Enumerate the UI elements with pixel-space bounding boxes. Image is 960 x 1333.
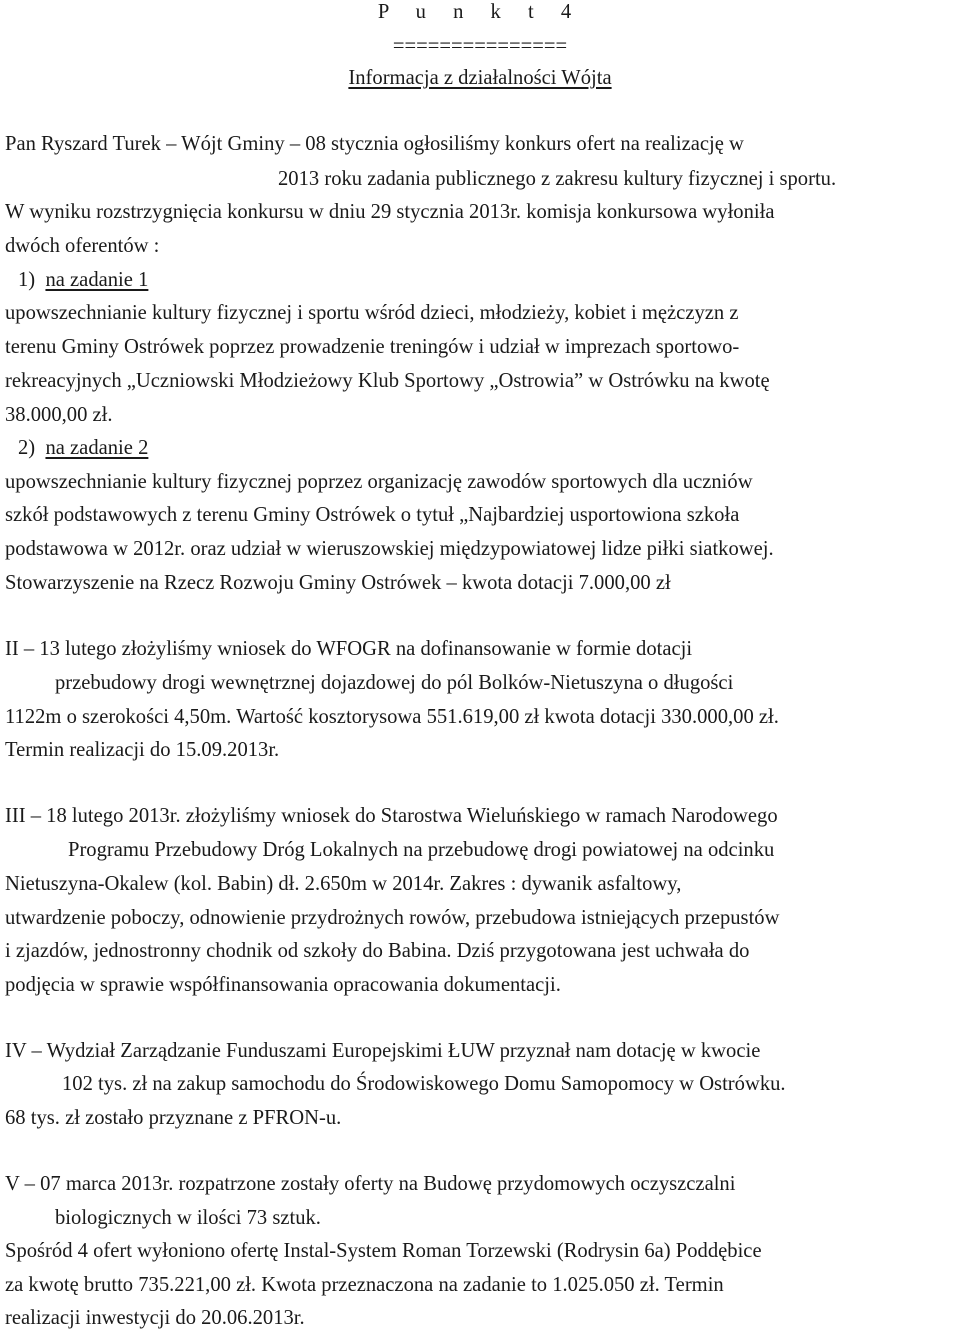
section4-line2: 102 tys. zł na zakup samochodu do Środowiskowego Domu Samopomocy w Ostrówku. (62, 1073, 786, 1095)
task2-line2: szkół podstawowych z terenu Gminy Ostrówek o tytuł „Najbardziej usportowiona szkoła (5, 504, 740, 526)
task2-line4: Stowarzyszenie na Rzecz Rozwoju Gminy Ostrówek – kwota dotacji 7.000,00 zł (5, 572, 671, 594)
section1-intro-line2: 2013 roku zadania publicznego z zakresu kultury fizycznej i sportu. (278, 168, 837, 190)
section3-line1: III – 18 lutego 2013r. złożyliśmy wniosek do Starostwa Wieluńskiego w ramach Narodowego (5, 805, 778, 827)
section3-line4: utwardzenie poboczy, odnowienie przydrożnych rowów, przebudowa istniejących przepustów (5, 907, 780, 929)
section5-line3: Spośród 4 ofert wyłoniono ofertę Instal-System Roman Torzewski (Rodrysin 6a) Poddębice (5, 1240, 762, 1262)
task2-number: 2) (18, 437, 36, 459)
task1-line2: terenu Gminy Ostrówek poprzez prowadzenie treningów i udział w imprezach sportowo- (5, 336, 740, 358)
section5-line1: V – 07 marca 2013r. rozpatrzone zostały oferty na Budowę przydomowych oczyszczalni (5, 1173, 736, 1195)
page-title: P u n k t 4 (377, 1, 583, 23)
section3-line6: podjęcia w sprawie współfinansowania opracowania dokumentacji. (5, 974, 561, 996)
task2-line1: upowszechnianie kultury fizycznej poprzez organizację zawodów sportowych dla uczniów (5, 471, 753, 493)
section3-line2: Programu Przebudowy Dróg Lokalnych na przebudowę drogi powiatowej na odcinku (68, 839, 775, 861)
page-subtitle: Informacja z działalności Wójta (348, 67, 612, 89)
section5-line4: za kwotę brutto 735.221,00 zł. Kwota przeznaczona na zadanie to 1.025.050 zł. Termin (5, 1274, 724, 1296)
section1-result-line1: W wyniku rozstrzygnięcia konkursu w dniu 29 stycznia 2013r. komisja konkursowa wyłoniła (5, 201, 775, 223)
section1-intro-line1: Pan Ryszard Turek – Wójt Gminy – 08 stycznia ogłosiliśmy konkurs ofert na realizację w (5, 133, 744, 155)
section3-line3: Nietuszyna-Okalew (kol. Babin) dł. 2.650m w 2014r. Zakres : dywanik asfaltowy, (5, 873, 682, 895)
section2-line1: II – 13 lutego złożyliśmy wniosek do WFOGR na dofinansowanie w formie dotacji (5, 638, 693, 660)
task1-line4: 38.000,00 zł. (5, 404, 113, 426)
task2-heading (18, 436, 148, 460)
section1-result-line2: dwóch oferentów : (5, 235, 160, 257)
task1-number: 1) (18, 269, 36, 291)
task2-label: na zadanie 2 (45, 437, 149, 459)
section3-line5: i zjazdów, jednostronny chodnik od szkoły do Babina. Dziś przygotowana jest uchwała do (5, 940, 750, 962)
section4-line3: 68 tys. zł zostało przyznane z PFRON-u. (5, 1107, 342, 1129)
task1-line3: rekreacyjnych „Uczniowski Młodzieżowy Klub Sportowy „Ostrowia” w Ostrówku na kwotę (5, 370, 770, 392)
title-separator: =============== (392, 35, 568, 57)
section5-line5: realizacji inwestycji do 20.06.2013r. (5, 1307, 305, 1329)
task2-line3: podstawowa w 2012r. oraz udział w wieruszowskiej międzypowiatowej lidze piłki siatkowej. (5, 538, 774, 560)
section2-line2: przebudowy drogi wewnętrznej dojazdowej do pól Bolków-Nietuszyna o długości (55, 672, 734, 694)
section5-line2: biologicznych w ilości 73 sztuk. (55, 1207, 321, 1229)
section4-line1: IV – Wydział Zarządzanie Funduszami Europejskimi ŁUW przyznał nam dotację w kwocie (5, 1040, 761, 1062)
section2-line3: 1122m o szerokości 4,50m. Wartość kosztorysowa 551.619,00 zł kwota dotacji 330.000,00 zł. (5, 706, 779, 728)
task1-heading (18, 268, 148, 292)
task1-line1: upowszechnianie kultury fizycznej i sportu wśród dzieci, młodzieży, kobiet i mężczyzn z (5, 302, 739, 324)
section2-line4: Termin realizacji do 15.09.2013r. (5, 739, 280, 761)
task1-label: na zadanie 1 (45, 269, 149, 291)
